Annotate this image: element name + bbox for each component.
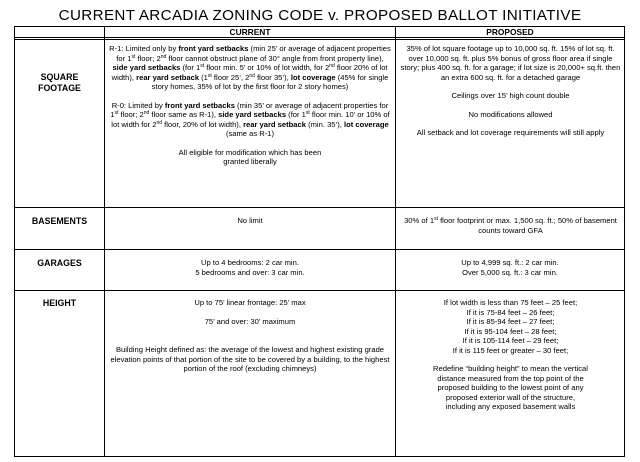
- height-list-item: If lot width is less than 75 feet – 25 feet;: [443, 298, 578, 307]
- r1-text: R-1: Limited only by front yard setbacks (min 25’ or average of adjacent properties for 1st floor; 2nd floor cannot obstruct plane of 30° angle from front property line), side yard setbacks (for 1st floor min. 5’ or 10% of lot width, for 2nd floor 20% of lot width), rear yard setback (1st floor 25’, 2nd floor 35’), lot coverage (45% for single story homes, 35% of lot by the first floor for 2 story homes): [109, 44, 391, 91]
- square-footage-current: [109, 44, 391, 167]
- row-label-line: FOOTAGE: [38, 83, 81, 93]
- row-label-basements: BASEMENTS: [31, 216, 88, 226]
- row-divider: [14, 290, 625, 291]
- row-divider: [14, 249, 625, 250]
- r0-text: R-0: Limited by front yard setbacks (min 35’ or average of adjacent properties for 1st floor; 2nd floor same as R-1), side yard setbacks (for 1st floor min. 10’ or 10% of lot width for 2nd floor, 20% of lot width), rear yard setback (min. 35’), lot coverage (same as R-1): [110, 100, 390, 138]
- height-list-item: If it is 85-94 feet – 27 feet;: [466, 317, 555, 326]
- column-divider: [395, 26, 396, 457]
- square-footage-proposed: [400, 44, 621, 138]
- height-rule: Up to 75’ linear frontage: 25’ max: [194, 298, 306, 307]
- row-label-line: SQUARE: [40, 72, 79, 82]
- garage-rule: Up to 4,999 sq. ft.: 2 car min.: [461, 258, 559, 267]
- table-border-bottom: [14, 456, 625, 457]
- eligible-text: All eligible for modification which has been granted liberally: [178, 147, 322, 166]
- page-title: CURRENT ARCADIA ZONING CODE v. PROPOSED BALLOT INITIATIVE: [58, 7, 582, 24]
- row-divider: [14, 207, 625, 208]
- header-proposed: PROPOSED: [486, 27, 534, 37]
- no-modifications-rule: No modifications allowed: [468, 109, 553, 119]
- setback-rule: All setback and lot coverage requirements will still apply: [416, 128, 605, 137]
- ceilings-rule: Ceilings over 15’ high count double: [451, 91, 570, 100]
- comparison-table: [14, 26, 625, 457]
- header-divider-double: [14, 39, 625, 40]
- basements-proposed: 30% of 1st floor footprint or max. 1,500 sq. ft.; 50% of basement counts toward GFA: [404, 216, 617, 235]
- header-current: CURRENT: [229, 27, 271, 37]
- row-label-square-footage: [15, 72, 104, 94]
- header-divider: [14, 37, 625, 38]
- proposed-sqft-rule: 35% of lot square footage up to 10,000 sq. ft. 15% of lot sq. ft. over 10,000 sq. ft. plus 5% bonus of gross floor area if single story; plus 400 sq. ft. for a garage; if lot size is 20,000+ sq.ft. then an extra 600 sq. ft. for a detached garage: [400, 44, 621, 82]
- garage-rule: Over 5,000 sq. ft.: 3 car min.: [462, 267, 558, 277]
- garage-rule: 5 bedrooms and over: 3 car min.: [195, 267, 305, 277]
- column-divider: [104, 26, 105, 457]
- height-rule: 75’ and over: 30’ maximum: [204, 316, 296, 326]
- height-definition: Building Height defined as: the average of the lowest and highest existing grade elevation points of that portion of the site to be covered by a building, to the highest portion of the roof (excluding chimneys): [110, 345, 390, 373]
- height-list-item: If it is 115 feet or greater – 30 feet;: [452, 345, 569, 355]
- garage-rule: Up to 4 bedrooms: 2 car min.: [201, 258, 299, 267]
- garages-proposed: [396, 258, 624, 277]
- height-list-item: If it is 95-104 feet – 28 feet;: [464, 326, 557, 336]
- height-list: [400, 298, 621, 355]
- height-list-item: If it is 75-84 feet – 26 feet;: [466, 307, 555, 317]
- row-label-height: HEIGHT: [42, 298, 77, 308]
- table-border-right: [624, 26, 625, 457]
- row-label-garages: GARAGES: [37, 258, 82, 268]
- garages-current: [105, 258, 395, 277]
- height-redefine: Redefine “building height” to mean the vertical distance measured from the top point of the proposed building to the lowest point of any proposed exterior wall of the structure, including any exposed basement walls: [433, 364, 588, 411]
- height-proposed: [400, 298, 621, 412]
- height-current: [109, 298, 391, 374]
- basements-current: No limit: [237, 216, 263, 225]
- height-list-item: If it is 105-114 feet – 29 feet;: [462, 336, 559, 345]
